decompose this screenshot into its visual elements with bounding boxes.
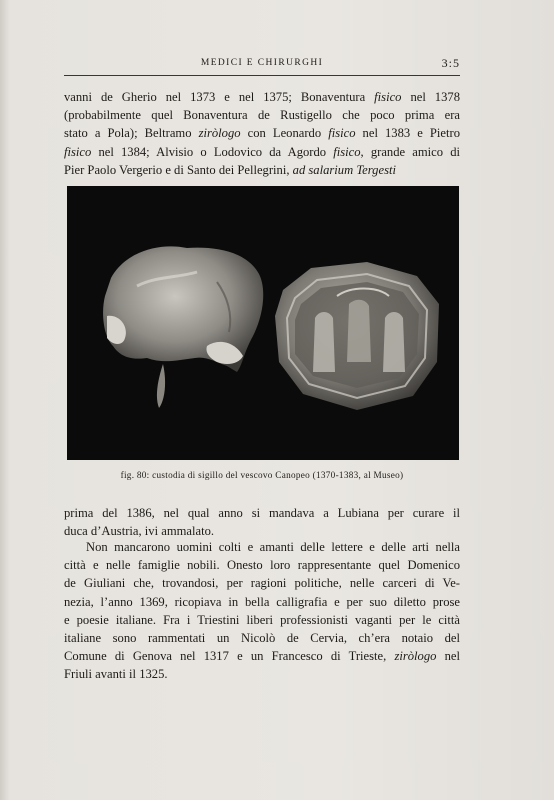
text-run: nel: [436, 649, 460, 664]
photo-illustration: [67, 186, 459, 460]
text-run: italiane sono rammentati un Nicolò de Cervia, ch’era notaio del: [64, 631, 460, 646]
text-line: [64, 574, 460, 592]
header-rule: [64, 75, 460, 76]
text-run: Comune di Genova nel 1317 e un Francesco di Trieste,: [64, 649, 395, 664]
continuation-paragraph: [64, 504, 460, 540]
italic-run: ad salarium Tergesti: [292, 162, 396, 177]
text-run: stato a Pola); Beltramo: [64, 126, 199, 141]
text-run: de Giuliani che, trovandosi, per ragioni politiche, nelle carceri di Ve-: [64, 576, 460, 591]
text-line: [64, 504, 460, 522]
running-title: MEDICI E CHIRURGHI: [200, 58, 324, 68]
text-run: Non mancarono uomini colti e amanti delle lettere e delle arti nella: [86, 540, 460, 554]
italic-run: fisico: [328, 126, 356, 141]
text-run: città e nelle famiglie nobili. Onesto loro rappresentante quel Domenico: [64, 558, 460, 573]
text-line: [64, 556, 460, 574]
text-run: nel 1384; Alvisio o Lodovico da Agordo: [91, 144, 334, 159]
text-run: nel 1378: [401, 90, 460, 104]
text-run: con Leonardo: [240, 126, 329, 141]
text-run: nezia, l’anno 1369, ricopiava in bella calligrafia e per suo diletto prose: [64, 594, 460, 609]
text-run: prima del 1386, nel qual anno si mandava a Lubiana per curare il: [64, 506, 460, 520]
italic-run: fisico: [374, 90, 402, 104]
broken-lid-object: [103, 246, 263, 408]
text-run: vanni de Gherio nel 1373 e nel 1375; Bonaventura: [64, 90, 375, 104]
text-run: (probabilmente quel Bonaventura de Rustigello che poco prima era: [64, 108, 460, 123]
text-run: , grande amico di: [360, 144, 460, 159]
figure-caption: fig. 80: custodia di sigillo del vescovo Canopeo (1370-1383, al Museo): [120, 470, 404, 480]
text-line: [64, 106, 460, 124]
text-line: [64, 629, 460, 647]
top-paragraph: [64, 88, 460, 179]
text-line: [64, 665, 460, 683]
italic-run: ziròlogo: [198, 126, 241, 141]
text-line: [64, 88, 460, 106]
text-line: [64, 161, 460, 179]
octagonal-seal-object: [275, 262, 439, 410]
italic-run: fisico: [64, 144, 92, 159]
text-run: duca d’Austria, ivi ammalato.: [64, 524, 215, 539]
seal-case-photograph: [67, 186, 459, 460]
running-header: [64, 58, 460, 76]
text-run: e poesie italiane. Fra i Triestini liberi professionisti vaganti per le città: [64, 612, 460, 627]
text-run: Friuli avanti il 1325.: [64, 667, 168, 682]
text-line: [64, 611, 460, 629]
text-line: [64, 143, 460, 161]
italic-run: ziròlogo: [394, 649, 437, 664]
text-line: [64, 593, 460, 611]
page-number: 3:5: [441, 56, 460, 70]
text-line: [64, 124, 460, 142]
text-line: [64, 538, 460, 556]
text-run: Pier Paolo Vergerio e di Santo dei Pellegrini,: [64, 162, 293, 177]
italic-run: fisico: [333, 144, 361, 159]
body-paragraph: [64, 538, 460, 684]
text-run: nel 1383 e Pietro: [355, 126, 460, 141]
text-line: [64, 647, 460, 665]
